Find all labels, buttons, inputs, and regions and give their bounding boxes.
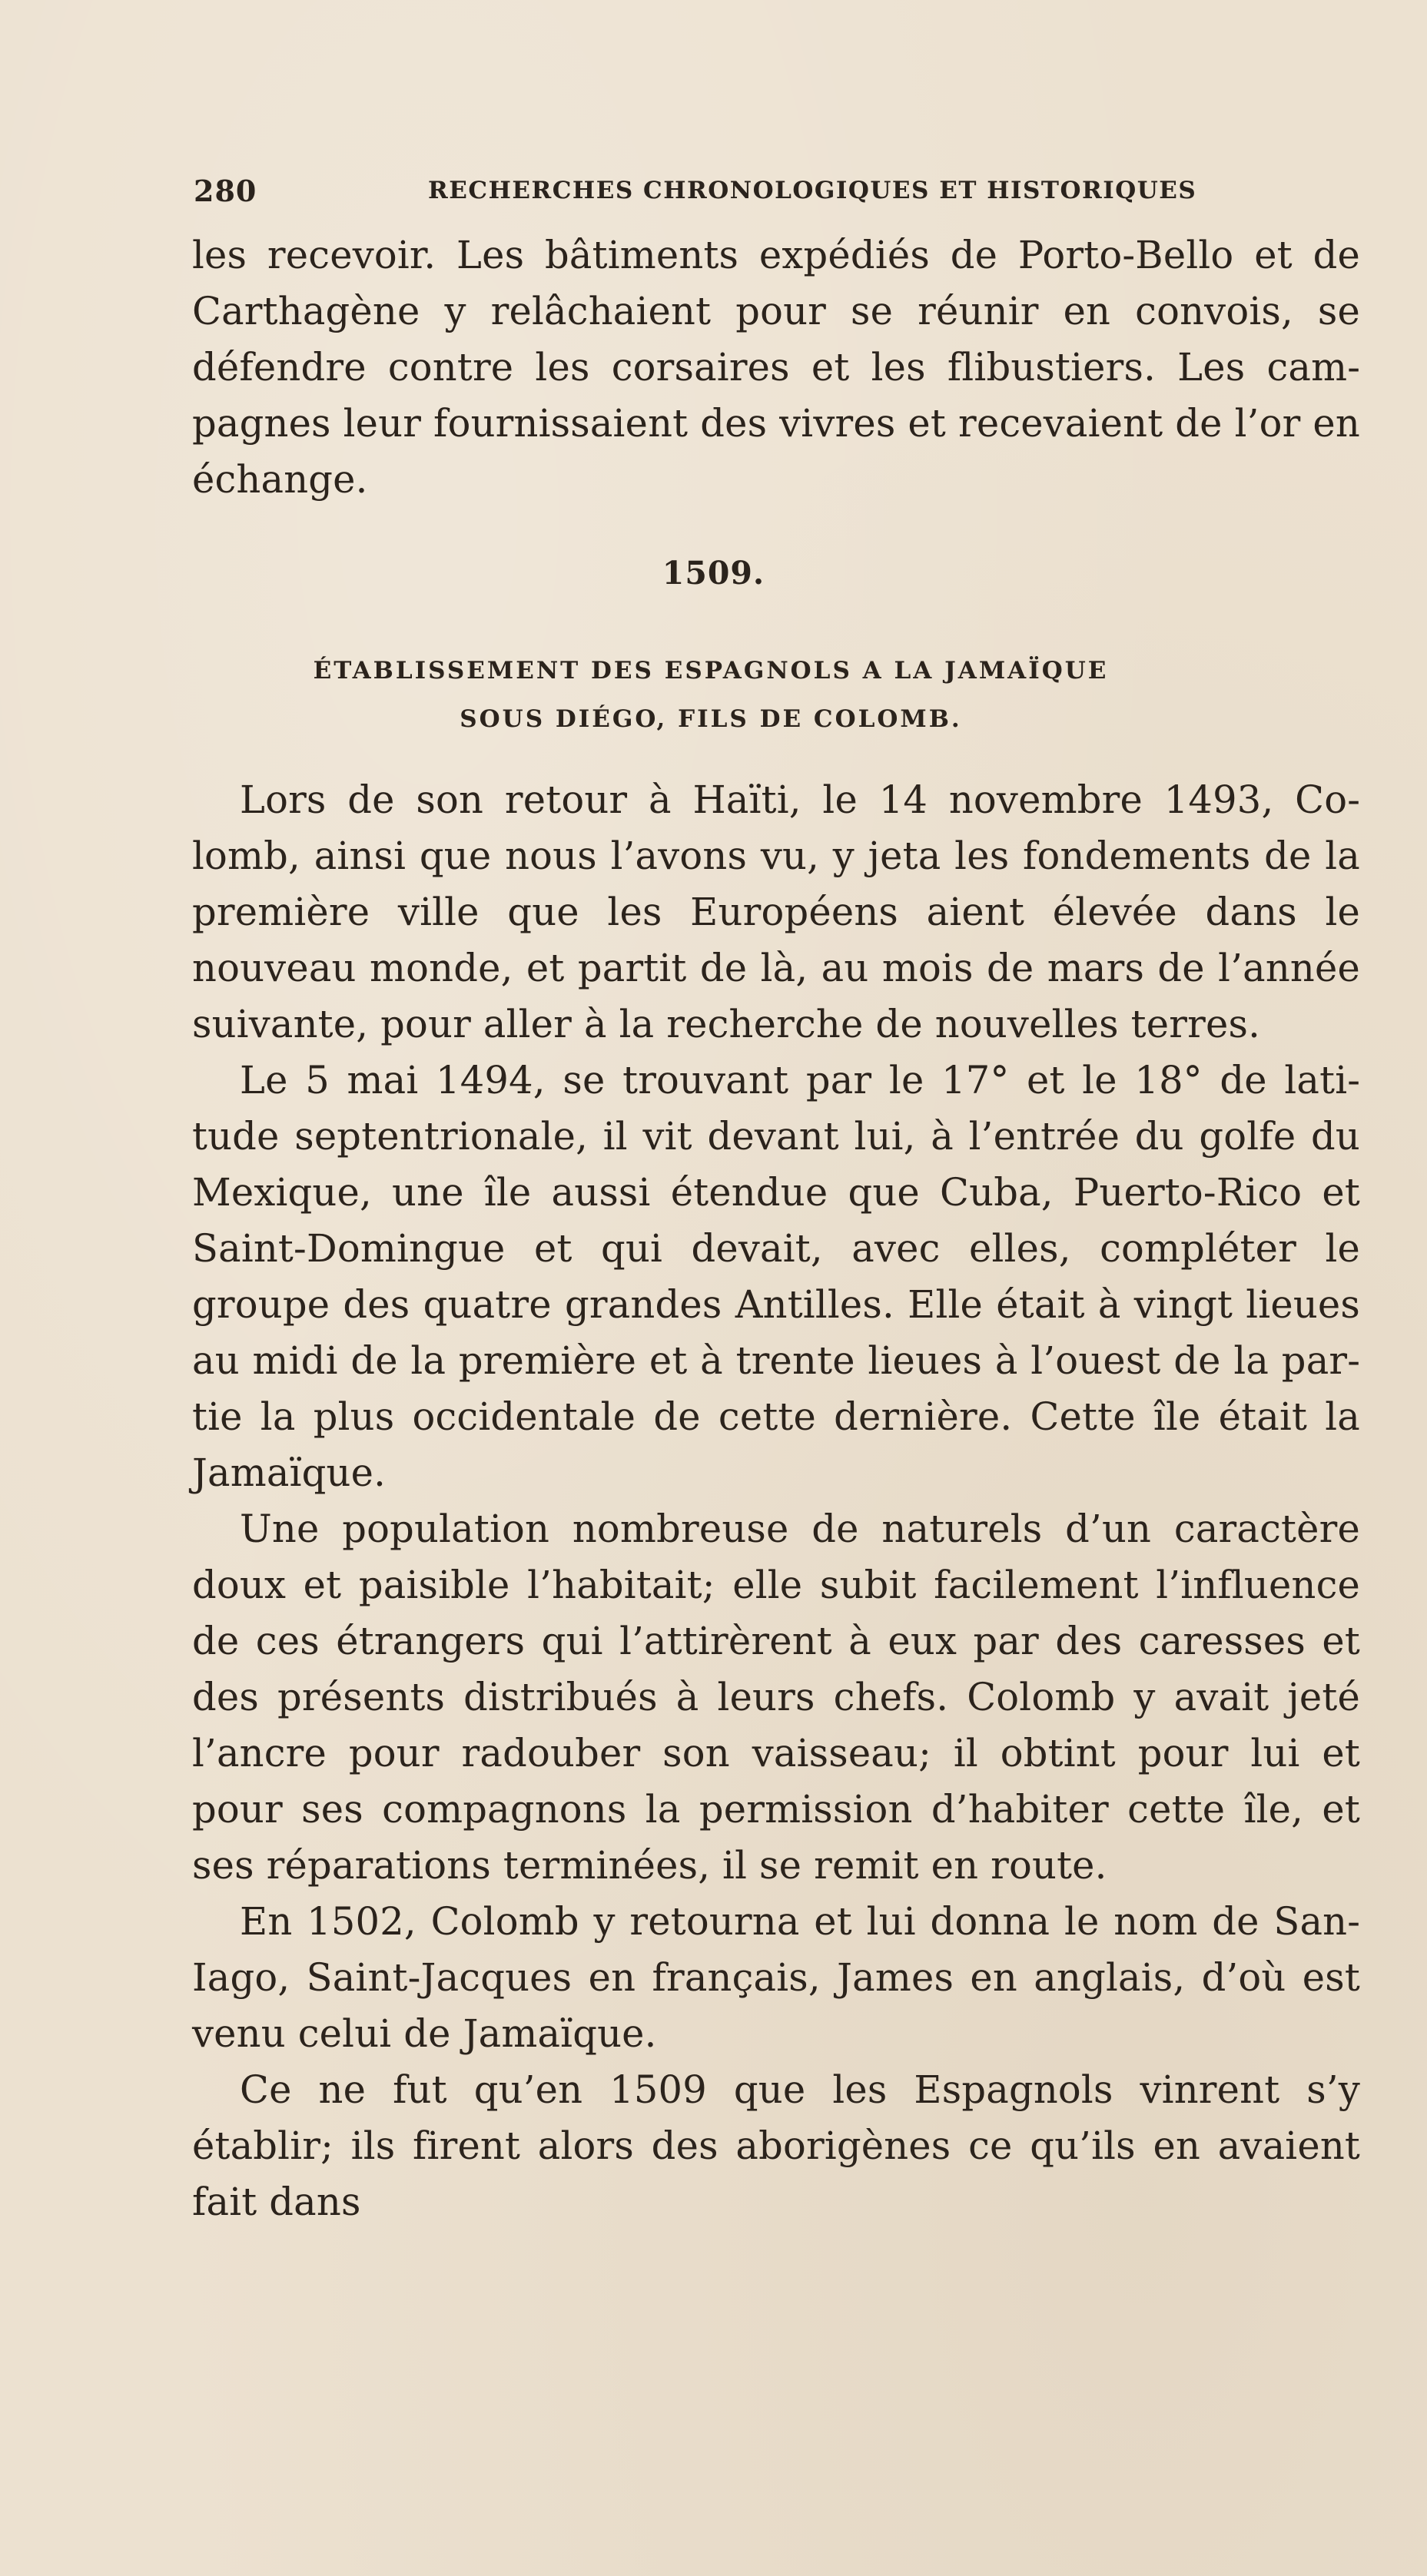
- paragraph: Le 5 mai 1494, se trouvant par le 17° et le 18° de latitude septentrionale, il vit devant lui, à l’entrée du golfe du Mexique, une île aussi étendue que Cuba, Puerto-Rico et Saint-Domingue et qui devait, avec elles, compléter le groupe des quatre grandes Antilles. Elle était à vingt lieues au midi de la première et à trente lieues à l’ouest de la partie la plus occidentale de cette dernière. Cette île était la Jamaïque.: [192, 1058, 1360, 1495]
- section-title-line-2: SOUS DIÉGO, FILS DE COLOMB.: [460, 705, 962, 733]
- paragraph: Une population nombreuse de naturels d’un caractère doux et paisible l’habitait; elle subit facilement l’influence de ces étrangers qui l’attirèrent à eux par des caresses et des présents distribués à leurs chefs. Colomb y avait jeté l’ancre pour radouber son vaisseau; il obtint pour lui et pour ses compagnons la permission d’habiter cette île, et ses réparations terminées, il se remit en route.: [192, 1507, 1360, 1888]
- section-year: 1509.: [662, 555, 765, 592]
- page-header: [194, 174, 1254, 209]
- running-title: RECHERCHES CHRONOLOGIQUES ET HISTORIQUES: [428, 177, 1197, 204]
- opening-paragraph: les recevoir. Les bâtiments expédiés de Porto-Bello et de Carthagène y relâchaient pour se réunir en convois, se défendre contre les corsaires et les flibustiers. Les campagnes leur fournissaient des vivres et recevaient de l’or en échange.: [192, 233, 1360, 502]
- paragraph: En 1502, Colomb y retourna et lui donna le nom de SanIago, Saint-Jacques en français, James en anglais, d’où est venu celui de Jamaïque.: [192, 1899, 1360, 2056]
- body-text: [192, 772, 1360, 2230]
- opening-text: [192, 227, 1360, 508]
- section-title-line-1: ÉTABLISSEMENT DES ESPAGNOLS A LA JAMAÏQUE: [313, 657, 1109, 685]
- paragraph: Ce ne fut qu’en 1509 que les Espagnols vinrent s’y établir; ils firent alors des aborigènes ce qu’ils en avaient fait dans: [192, 2067, 1360, 2224]
- paragraph: Lors de son retour à Haïti, le 14 novembre 1493, Colomb, ainsi que nous l’avons vu, y jeta les fondements de la première ville que les Européens aient élevée dans le nouveau monde, et partit de là, au mois de mars de l’année suivante, pour aller à la recherche de nouvelles terres.: [192, 777, 1360, 1046]
- page-number: 280: [194, 174, 257, 208]
